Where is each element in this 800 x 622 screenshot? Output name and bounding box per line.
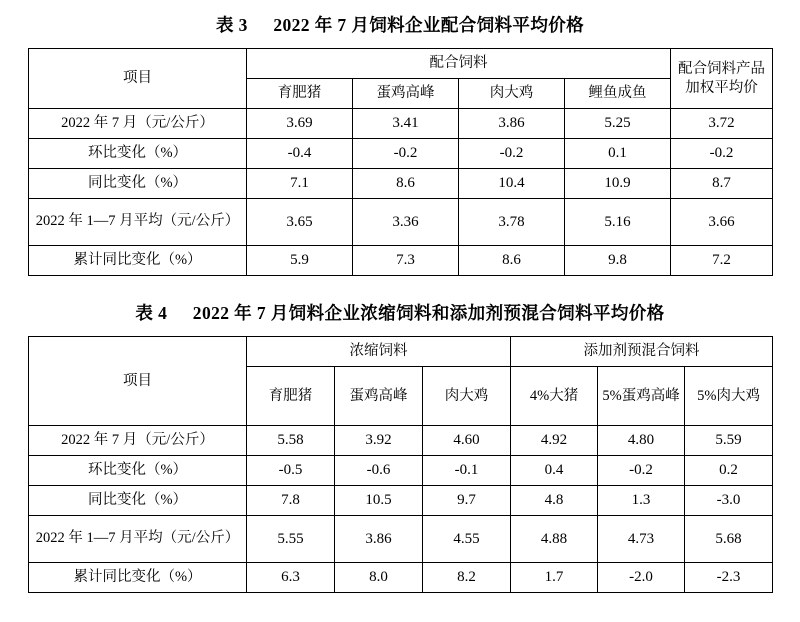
table-4-cell-0-1: 3.92 xyxy=(335,426,423,456)
table-row xyxy=(29,169,773,199)
table-4-sub-header-5: 5%蛋鸡高峰 xyxy=(598,367,685,426)
table-4-cell-2-1: 10.5 xyxy=(335,486,423,516)
table-4-sub-header-1: 育肥猪 xyxy=(247,367,335,426)
table-4-block xyxy=(28,276,772,593)
table-4 xyxy=(28,336,773,593)
table-3-caption-text: 2022 年 7 月饲料企业配合饲料平均价格 xyxy=(273,15,585,35)
table-3-sub-header-1: 育肥猪 xyxy=(247,79,353,109)
table-3-caption xyxy=(28,12,772,37)
table-3-header-row-1 xyxy=(29,49,773,79)
table-4-cell-2-5: -3.0 xyxy=(685,486,773,516)
table-3-cell-1-0: -0.4 xyxy=(247,139,353,169)
table-row xyxy=(29,246,773,276)
table-4-cell-0-3: 4.92 xyxy=(511,426,598,456)
table-3-cell-3-1: 3.36 xyxy=(353,199,459,246)
table-4-cell-2-4: 1.3 xyxy=(598,486,685,516)
table-3-cell-4-1: 7.3 xyxy=(353,246,459,276)
table-4-cell-3-1: 3.86 xyxy=(335,516,423,563)
table-3-item-header: 项目 xyxy=(29,49,247,109)
table-4-sub-header-3: 肉大鸡 xyxy=(423,367,511,426)
table-4-cell-2-2: 9.7 xyxy=(423,486,511,516)
table-3-group-header-1: 配合饲料 xyxy=(247,49,671,79)
table-3-cell-4-4: 7.2 xyxy=(671,246,773,276)
table-3-cell-4-2: 8.6 xyxy=(459,246,565,276)
table-row xyxy=(29,486,773,516)
table-3-cell-3-0: 3.65 xyxy=(247,199,353,246)
table-3-row-2-label: 同比变化（%） xyxy=(29,169,247,199)
table-row xyxy=(29,456,773,486)
table-3-caption-number: 表 3 xyxy=(215,15,248,35)
table-3-sub-header-4: 鲤鱼成鱼 xyxy=(565,79,671,109)
table-3-cell-0-1: 3.41 xyxy=(353,109,459,139)
table-3-cell-1-4: -0.2 xyxy=(671,139,773,169)
table-3 xyxy=(28,48,773,276)
table-3-cell-1-1: -0.2 xyxy=(353,139,459,169)
table-4-cell-4-4: -2.0 xyxy=(598,563,685,593)
table-row xyxy=(29,139,773,169)
table-4-header-row-1 xyxy=(29,337,773,367)
table-4-cell-1-1: -0.6 xyxy=(335,456,423,486)
table-4-cell-3-3: 4.88 xyxy=(511,516,598,563)
table-4-caption xyxy=(28,300,772,325)
table-4-row-4-label: 累计同比变化（%） xyxy=(29,563,247,593)
table-4-sub-header-6: 5%肉大鸡 xyxy=(685,367,773,426)
table-3-cell-2-0: 7.1 xyxy=(247,169,353,199)
table-4-row-3-label: 2022 年 1—7 月平均（元/公斤） xyxy=(29,516,247,563)
table-3-row-1-label: 环比变化（%） xyxy=(29,139,247,169)
table-4-cell-1-2: -0.1 xyxy=(423,456,511,486)
table-4-cell-1-5: 0.2 xyxy=(685,456,773,486)
table-4-caption-text: 2022 年 7 月饲料企业浓缩饲料和添加剂预混合饲料平均价格 xyxy=(192,303,665,323)
table-4-cell-3-2: 4.55 xyxy=(423,516,511,563)
table-3-cell-2-4: 8.7 xyxy=(671,169,773,199)
table-4-cell-2-0: 7.8 xyxy=(247,486,335,516)
table-3-cell-0-4: 3.72 xyxy=(671,109,773,139)
table-4-cell-2-3: 4.8 xyxy=(511,486,598,516)
table-3-cell-0-2: 3.86 xyxy=(459,109,565,139)
table-3-cell-3-2: 3.78 xyxy=(459,199,565,246)
table-3-cell-2-2: 10.4 xyxy=(459,169,565,199)
table-4-cell-3-4: 4.73 xyxy=(598,516,685,563)
table-4-cell-0-2: 4.60 xyxy=(423,426,511,456)
table-3-cell-2-3: 10.9 xyxy=(565,169,671,199)
table-4-sub-header-4: 4%大猪 xyxy=(511,367,598,426)
table-4-cell-0-5: 5.59 xyxy=(685,426,773,456)
table-3-cell-4-3: 9.8 xyxy=(565,246,671,276)
table-3-row-3-label: 2022 年 1—7 月平均（元/公斤） xyxy=(29,199,247,246)
table-3-sub-header-3: 肉大鸡 xyxy=(459,79,565,109)
table-3-row-4-label: 累计同比变化（%） xyxy=(29,246,247,276)
table-4-cell-4-2: 8.2 xyxy=(423,563,511,593)
table-3-sub-header-2: 蛋鸡高峰 xyxy=(353,79,459,109)
table-4-cell-0-4: 4.80 xyxy=(598,426,685,456)
table-3-cell-3-3: 5.16 xyxy=(565,199,671,246)
table-3-cell-1-2: -0.2 xyxy=(459,139,565,169)
table-4-cell-0-0: 5.58 xyxy=(247,426,335,456)
table-4-row-0-label: 2022 年 7 月（元/公斤） xyxy=(29,426,247,456)
table-4-cell-3-0: 5.55 xyxy=(247,516,335,563)
table-4-cell-4-0: 6.3 xyxy=(247,563,335,593)
table-4-row-2-label: 同比变化（%） xyxy=(29,486,247,516)
table-4-cell-4-5: -2.3 xyxy=(685,563,773,593)
table-4-cell-3-5: 5.68 xyxy=(685,516,773,563)
table-4-item-header: 项目 xyxy=(29,337,247,426)
table-row xyxy=(29,109,773,139)
table-3-group-header-2: 配合饲料产品加权平均价 xyxy=(671,49,773,109)
table-4-sub-header-2: 蛋鸡高峰 xyxy=(335,367,423,426)
table-row xyxy=(29,516,773,563)
table-3-cell-0-3: 5.25 xyxy=(565,109,671,139)
table-4-cell-1-3: 0.4 xyxy=(511,456,598,486)
table-4-cell-1-4: -0.2 xyxy=(598,456,685,486)
table-3-cell-4-0: 5.9 xyxy=(247,246,353,276)
table-row xyxy=(29,563,773,593)
table-4-cell-1-0: -0.5 xyxy=(247,456,335,486)
table-3-cell-0-0: 3.69 xyxy=(247,109,353,139)
table-row xyxy=(29,426,773,456)
table-3-row-0-label: 2022 年 7 月（元/公斤） xyxy=(29,109,247,139)
table-4-cell-4-1: 8.0 xyxy=(335,563,423,593)
table-4-cell-4-3: 1.7 xyxy=(511,563,598,593)
table-4-caption-number: 表 4 xyxy=(135,303,168,323)
table-4-row-1-label: 环比变化（%） xyxy=(29,456,247,486)
table-3-block xyxy=(28,0,772,276)
table-3-cell-1-3: 0.1 xyxy=(565,139,671,169)
table-3-cell-2-1: 8.6 xyxy=(353,169,459,199)
table-row xyxy=(29,199,773,246)
table-4-group-header-1: 浓缩饲料 xyxy=(247,337,511,367)
table-4-group-header-2: 添加剂预混合饲料 xyxy=(511,337,773,367)
table-3-cell-3-4: 3.66 xyxy=(671,199,773,246)
